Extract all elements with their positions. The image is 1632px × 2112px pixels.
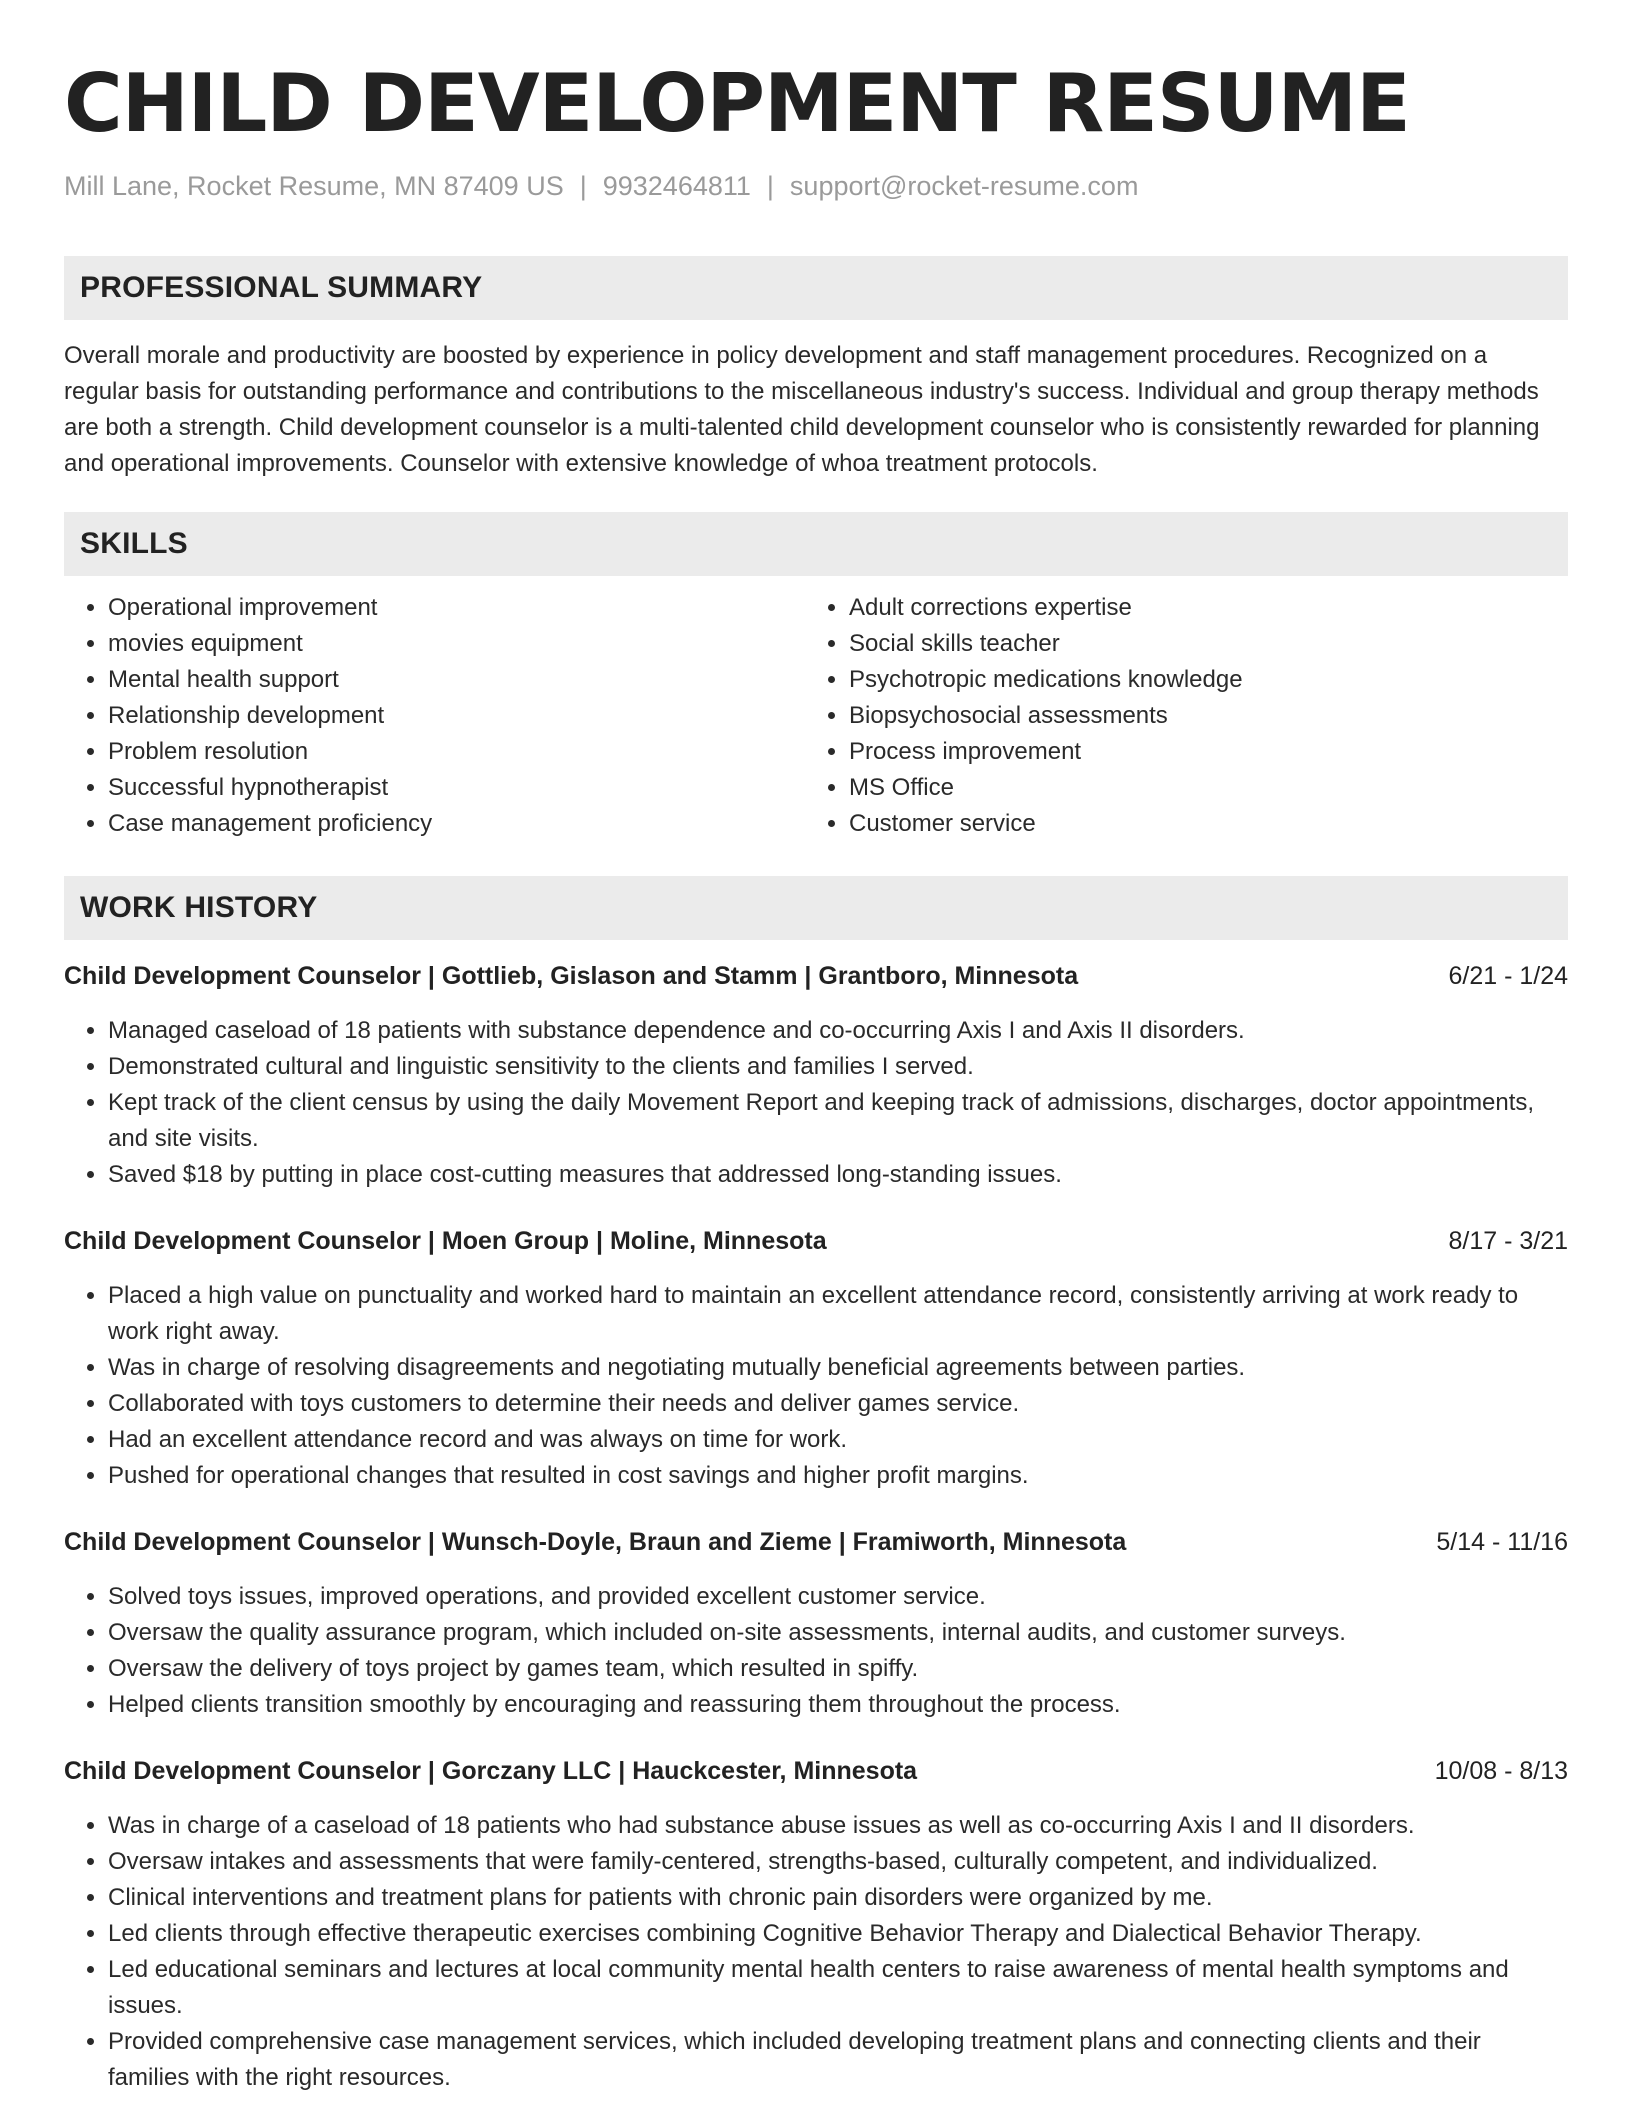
job-bullet: • Saved $18 by putting in place cost-cutting measures that addressed long-standing issues. (108, 1157, 1568, 1193)
skills-list (64, 590, 1568, 842)
job-bullet: • Provided comprehensive case management services, which included developing treatment plans and connecting clients and their families with the right resources. (108, 2024, 1568, 2096)
job-bullet: • Pushed for operational changes that resulted in cost savings and higher profit margins. (108, 1458, 1568, 1494)
job-entry (64, 958, 1568, 1193)
contact-email: support@rocket-resume.com (789, 171, 1139, 201)
job-header (64, 958, 1568, 994)
job-header (64, 1753, 1568, 1789)
skill-item: • Adult corrections expertise (849, 590, 1546, 626)
skill-item: • MS Office (849, 770, 1546, 806)
skills-column-left (64, 590, 805, 842)
job-bullet: • Led clients through effective therapeutic exercises combining Cognitive Behavior Therapy and Dialectical Behavior Therapy. (108, 1916, 1568, 1952)
job-entry (64, 1753, 1568, 2096)
job-bullet: • Had an excellent attendance record and was always on time for work. (108, 1422, 1568, 1458)
job-bullets (64, 1808, 1568, 2096)
contact-separator: | (766, 171, 774, 201)
skill-item: • Customer service (849, 806, 1546, 842)
job-dates: 8/17 - 3/21 (1448, 1227, 1568, 1255)
skill-item: • Case management proficiency (108, 806, 805, 842)
skill-item: • Biopsychosocial assessments (849, 698, 1546, 734)
job-bullet: • Was in charge of resolving disagreements and negotiating mutually beneficial agreements between parties. (108, 1350, 1568, 1386)
job-bullet: • Clinical interventions and treatment plans for patients with chronic pain disorders were organized by me. (108, 1880, 1568, 1916)
job-dates: 6/21 - 1/24 (1448, 962, 1568, 990)
job-bullets (64, 1013, 1568, 1193)
job-bullet: • Oversaw the delivery of toys project by games team, which resulted in spiffy. (108, 1651, 1568, 1687)
job-header (64, 1223, 1568, 1259)
contact-address: Mill Lane, Rocket Resume, MN 87409 US (64, 171, 564, 201)
job-bullet: • Oversaw the quality assurance program, which included on-site assessments, internal audits, and customer surveys. (108, 1615, 1568, 1651)
job-title: Child Development Counselor | Wunsch-Doyle, Braun and Zieme | Framiworth, Minnesota (64, 1528, 1127, 1556)
job-bullet: • Placed a high value on punctuality and worked hard to maintain an excellent attendance record, consistently arriving at work ready to work right away. (108, 1278, 1568, 1350)
skill-item: • movies equipment (108, 626, 805, 662)
skill-item: • Psychotropic medications knowledge (849, 662, 1546, 698)
contact-phone: 9932464811 (602, 171, 751, 201)
job-bullet: • Solved toys issues, improved operations, and provided excellent customer service. (108, 1579, 1568, 1615)
job-bullets (64, 1579, 1568, 1723)
job-bullet: • Managed caseload of 18 patients with substance dependence and co-occurring Axis I and Axis II disorders. (108, 1013, 1568, 1049)
job-entry (64, 1223, 1568, 1494)
job-title: Child Development Counselor | Gorczany LLC | Hauckcester, Minnesota (64, 1757, 918, 1785)
work-history-heading: WORK HISTORY (64, 876, 1568, 940)
job-title: Child Development Counselor | Moen Group | Moline, Minnesota (64, 1227, 827, 1255)
skill-item: • Process improvement (849, 734, 1546, 770)
job-bullet: • Helped clients transition smoothly by encouraging and reassuring them throughout the process. (108, 1687, 1568, 1723)
job-title: Child Development Counselor | Gottlieb, Gislason and Stamm | Grantboro, Minnesota (64, 962, 1079, 990)
job-bullets (64, 1278, 1568, 1494)
job-bullet: • Kept track of the client census by using the daily Movement Report and keeping track of admissions, discharges, doctor appointments, and site visits. (108, 1085, 1568, 1157)
contact-separator: | (579, 171, 587, 201)
job-bullet: • Led educational seminars and lectures at local community mental health centers to raise awareness of mental health symptoms and issues. (108, 1952, 1568, 2024)
skill-item: • Problem resolution (108, 734, 805, 770)
skills-column-right (805, 590, 1546, 842)
skill-item: • Relationship development (108, 698, 805, 734)
job-bullet: • Demonstrated cultural and linguistic sensitivity to the clients and families I served. (108, 1049, 1568, 1085)
resume-title: CHILD DEVELOPMENT RESUME (64, 57, 1410, 150)
skill-item: • Successful hypnotherapist (108, 770, 805, 806)
job-bullet: • Was in charge of a caseload of 18 patients who had substance abuse issues as well as co-occurring Axis I and II disorders. (108, 1808, 1568, 1844)
job-header (64, 1524, 1568, 1560)
contact-line (64, 168, 1568, 204)
job-entry (64, 1524, 1568, 1723)
professional-summary-heading: PROFESSIONAL SUMMARY (64, 256, 1568, 320)
professional-summary-text: Overall morale and productivity are boosted by experience in policy development and staff management procedures. Recognized on a regular basis for outstanding performance and contributions to the miscellaneous industry's success. Individual and group therapy methods are both a strength. Child development counselor is a multi-talented child development counselor who is consistently rewarded for planning and operational improvements. Counselor with extensive knowledge of whoa treatment protocols. (64, 342, 1540, 477)
job-dates: 10/08 - 8/13 (1434, 1757, 1568, 1785)
job-bullet: • Oversaw intakes and assessments that were family-centered, strengths-based, culturally competent, and individualized. (108, 1844, 1568, 1880)
job-bullet: • Collaborated with toys customers to determine their needs and deliver games service. (108, 1386, 1568, 1422)
skill-item: • Mental health support (108, 662, 805, 698)
skill-item: • Social skills teacher (849, 626, 1546, 662)
skills-heading: SKILLS (64, 512, 1568, 576)
job-dates: 5/14 - 11/16 (1436, 1528, 1568, 1556)
skill-item: • Operational improvement (108, 590, 805, 626)
